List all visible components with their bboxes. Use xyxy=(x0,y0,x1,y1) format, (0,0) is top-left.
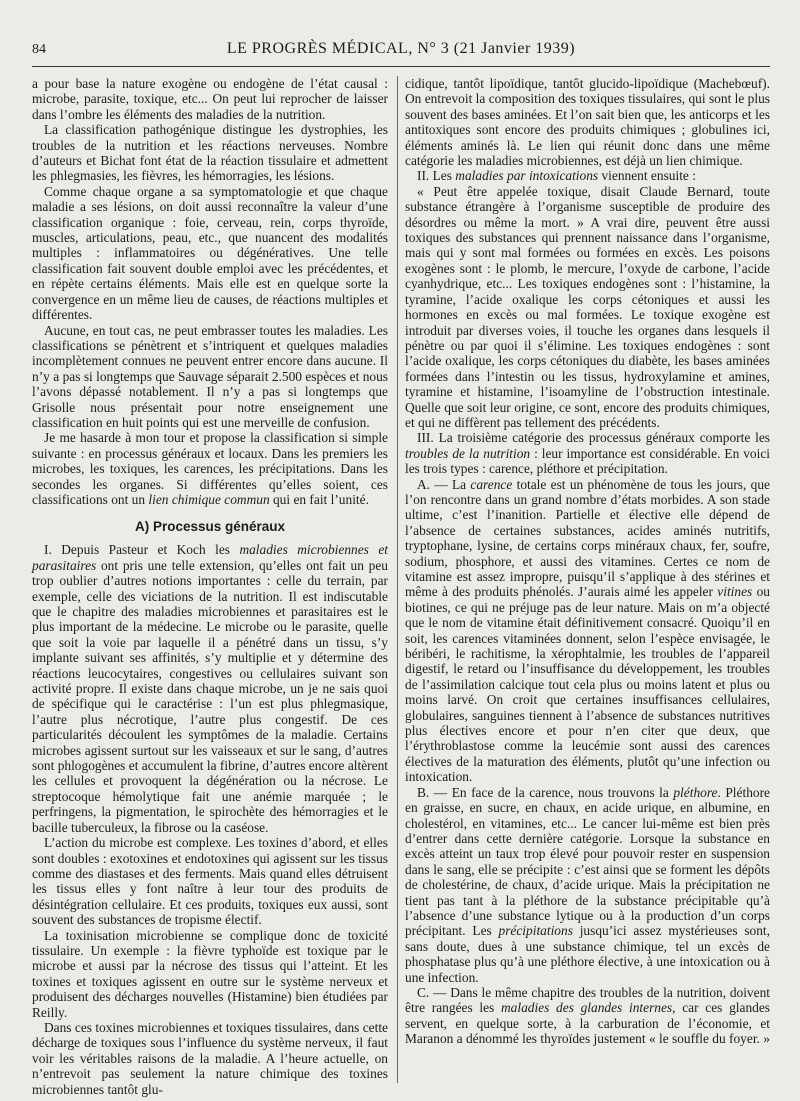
text-run: B. — En face de la carence, nous trouvons la xyxy=(417,784,674,800)
paragraph xyxy=(405,985,770,1047)
text-columns xyxy=(32,76,770,1097)
paragraph: La classification pathogénique distingue les dystrophies, les troubles de la nutrition et les réactions nerveuses. Nombre d’auteurs et Bichat font état de la réaction tissulaire et admettent les phlegmasies, les fièvres, les hémorragies, les lésions. xyxy=(32,122,388,184)
right-column xyxy=(405,76,770,1083)
paragraph: « Peut être appelée toxique, disait Claude Bernard, toute substance étrangère à l’organisme susceptible de produire des désordres ou même la mort. » A vrai dire, peuvent être aussi toxiques des substances qui prennent naissance dans l’organisme, mais qui y sont mal formées ou formées en excès. Les poisons exogènes sont : le plomb, le mercure, l’oxyde de carbone, l’acide cyanhydrique, etc... Les toxiques endogènes sont : l’histamine, la tyramine, l’acide oxalique les corps cétoniques et aussi les hormones en excès ou mal formées. Le toxique exogène est introduit par diverses voies, il touche les organes dans lesquels il pénètre ou par quoi il s’élimine. Les toxiques endogènes : sont l’acide oxalique, les corps cétoniques du diabète, les bases aminées formées dans l’intestin ou les tissus, hydroxylamine et amines, tyramine et histamine, l’isoamyline de l’obstruction intestinale. Quelle que soit leur origine, ce sont, encore des produits chimiques, et qui ne diffèrent pas tellement des précédents. xyxy=(405,183,770,430)
running-head: LE PROGRÈS MÉDICAL, N° 3 (21 Janvier 1939) xyxy=(226,40,576,57)
italic-text: précipitations xyxy=(498,923,573,939)
page-number: 84 xyxy=(32,42,46,57)
left-column xyxy=(32,76,389,1097)
italic-text: pléthore xyxy=(673,784,718,800)
paragraph xyxy=(32,542,388,835)
text-run: I. Depuis Pasteur et Koch les xyxy=(44,542,240,558)
column-separator xyxy=(397,76,398,1083)
italic-text: vitines xyxy=(717,584,753,600)
italic-text: maladies microbiennes et parasitaires xyxy=(32,542,389,573)
text-run: ont pris une telle extension, qu’elles ont fait un peu trop oublier d’autres notions importantes : celle du terrain, par exemple, celle des viciations de la nutrition. Il est indiscutable que le chapitre des maladies microbiennes et parasitaires est le plus important de la médecine. Le microbe ou le parasite, quelle que soit la voie par laquelle il a pénétré dans un tissu, s’y implante suivant ses affinités, s’y multiplie et y détermine des réactions leucocytaires, congestives ou cellulaires suivant son activité propre. Il existe dans chaque microbe, un je ne sais quoi de spécifique qui le caractérise : l’un est plus phlegmasique, l’autre plus nécrotique, l’autre plus congestif. De ces particularités découlent les symptômes de la maladie. Certains microbes agissent surtout sur les vaisseaux et sur le sang, d’autres sont phlogogènes et accumulent la fibrine, d’autres encore altèrent les cellules et provoquent la dégénération ou la nécrose. Le streptocoque hémolytique fait une anémie marquée ; le perfringens, la pigmentation, le spirochète des hémorragies et le bacille tuberculeux, la fibrose ou la caséose. xyxy=(32,557,388,835)
text-run: C. — Dans le même chapitre des troubles de la nutrition, doivent être rangées les xyxy=(405,984,770,1016)
italic-text: lien chimique commun xyxy=(148,491,270,507)
paragraph: a pour base la nature exogène ou endogène de l’état causal : microbe, parasite, toxique, etc... On peut lui reprocher de laisser dans l’ombre les éléments des maladies de la nutrition. xyxy=(32,76,388,122)
text-run: Je me hasarde à mon tour et propose la classification si simple suivante : en processus généraux et locaux. Dans les premiers les microbes, les toxiques, les carences, les précipitations. Dans les secondes les organes. Si différentes qu’elles soient, ces classifications ont un xyxy=(32,430,388,507)
text-run: A. — La xyxy=(417,476,471,492)
text-run: viennent ensuite : xyxy=(598,168,696,184)
header-rule xyxy=(32,66,770,67)
italic-text: troubles de la nutrition xyxy=(405,445,531,461)
text-run: totale est un phénomène de tous les jours, que l’on rencontre dans un grand nombre d’états morbides. A son stade ultime, c’est l’inanition. Partielle et élective elle dépend de l’absence de certaines substances, acides aminés nutritifs, tryptophane, lysine, de certains corps minéraux chaux, fer, soufre, sodium, phosphore, et aussi des vitamines. Certes ce nom de vitamine est assez impropre, puisqu’il s’applique à des stérines et même à des produits phénolés. J’aurais aimé les appeler xyxy=(405,476,770,600)
italic-text: carence xyxy=(470,476,513,492)
text-run: III. La troisième catégorie des processus généraux comporte les xyxy=(417,430,770,446)
paragraph: L’action du microbe est complexe. Les toxines d’abord, et elles sont doubles : exotoxines et endotoxines qui agissent sur les tissus comme des diastases et des ferments. Mais quand elles détruisent les tissus elles y font naître à leur tour des produits de désintégration cellulaire. Et ces produits, toxiques eux aussi, sont souvent des substances de tropisme électif. xyxy=(32,835,388,928)
text-run: jusqu’ici assez mystérieuses sont, sans doute, dues à une substance chimique, tel un excès de phosphatase plus qu’à une pléthore élective, à une intoxication ou à une infection. xyxy=(405,923,770,985)
paragraph: Dans ces toxines microbiennes et toxiques tissulaires, dans cette décharge de toxiques sous l’influence du système nerveux, il faut voir les véritables raisons de la maladie. A l’heure actuelle, on n’entrevoit pas seulement la nature chimique des toxines microbiennes tantôt glu- xyxy=(32,1019,388,1097)
paragraph: Aucune, en tout cas, ne peut embrasser toutes les maladies. Les classifications se pénètrent et s’intriquent et quelques maladies incomplètement connues ne peuvent entrer encore dans aucune. Il n’y a pas si longtemps que Sauvage séparait 2.500 espèces et nous l’avons dépassé notablement. Il n’y a pas si longtemps que Grisolle nous présentait pour notre enseignement une classification en huit points qui est une merveille de confusion. xyxy=(32,322,388,430)
text-run: II. Les xyxy=(417,168,456,184)
paragraph: cidique, tantôt lipoïdique, tantôt glucido-lipoïdique (Machebœuf). On entrevoit la composition des toxiques tissulaires, qui sont le plus souvent des bases aminées. Et l’on sait bien que, les anticorps et les antitoxiques sont encore des produits chimiques ; globulines ici, éléments aminés là. Le lien qui réunit donc dans une même catégorie les maladies microbiennes, est déjà un lien chimique. xyxy=(405,76,770,169)
paragraph xyxy=(405,785,770,985)
text-run: : leur importance est considérable. En voici les trois types : carence, pléthore et précipitation. xyxy=(405,445,770,477)
italic-text: maladies des glandes internes xyxy=(500,1000,673,1016)
text-run: . Pléthore en graisse, en sucre, en chaux, en acide urique, en albumine, en cholestérol, en vitamines, etc... Le cancer lui-même est bien près d’entrer dans cette dernière catégorie. Lorsque la substance en excès atteint un taux trop élevé pour pouvoir rester en suspension dans le sang, elle se précipite : c’est ainsi que se forment les dépôts de cholestérine, de chaux, d’acide urique. Mais la précipitation ne tient pas tant à la pléthore de la substance précipitable qu’à l’absence d’une substance lytique ou à la production d’un corps précipitant. Les xyxy=(405,784,770,939)
paragraph: La toxinisation microbienne se complique donc de toxicité tissulaire. Un exemple : la fièvre typhoïde est toxique par le microbe et aussi par la nécrose des tissus qui l’atteint. Et les toxines et toxiques agissent en outre sur le système nerveux et produisent des décharges nouvelles (Histamine) bien étudiées par Reilly. xyxy=(32,927,388,1020)
paragraph: Comme chaque organe a sa symptomatologie et que chaque maladie a ses lésions, on doit aussi reconnaître la valeur d’une classification organique : foie, cerveau, rein, corps thyroïde, muscles, articulations, peau, etc., que nuancent des modalités multiples : inflammatoires ou dégénératives. Une telle classification fait souvent double emploi avec les précédentes, et en répète certains éléments. Mais elle est en quelque sorte la convergence en un même lieu de causes, de réactions multiples et différentes. xyxy=(32,183,388,323)
text-run: ou biotines, ce qui ne préjuge pas de leur nature. Mais on m’a objecté que le nom de vitamine était définitivement consacré. Quoiqu’il en soit, les carences vitaminées donnent, selon l’espèce envisagée, le béribéri, le rachitisme, la xérophtalmie, les troubles de l’appareil digestif, le retard ou l’insuffisance du développement, les troubles de l’assimilation calcique tout cela plus ou moins latent et plus ou moins larvé. On croit que certaines insuffisances cellulaires, globulaires, sanguines tiennent à l’absence de substances nutritives plus électives encore et pour n’en citer que deux, que l’érythroblastose comme la leucémie sont aussi des carences électives de la maturation des éléments, plutôt qu’une infection ou intoxication. xyxy=(405,584,770,785)
paragraph xyxy=(405,430,770,476)
text-run: , car ces glandes servent, en quelque sorte, à la carburation de l’économie, et Maranon a dénommé les thyroïdes justement « le souffle du foyer. » xyxy=(405,1000,770,1047)
italic-text: maladies par intoxications xyxy=(455,168,599,184)
paragraph xyxy=(405,168,770,183)
text-run: qui en fait l’unité. xyxy=(269,491,369,507)
paragraph xyxy=(32,430,388,507)
section-title: A) Processus généraux xyxy=(134,519,286,535)
paragraph xyxy=(405,477,770,785)
page-header xyxy=(32,40,770,64)
